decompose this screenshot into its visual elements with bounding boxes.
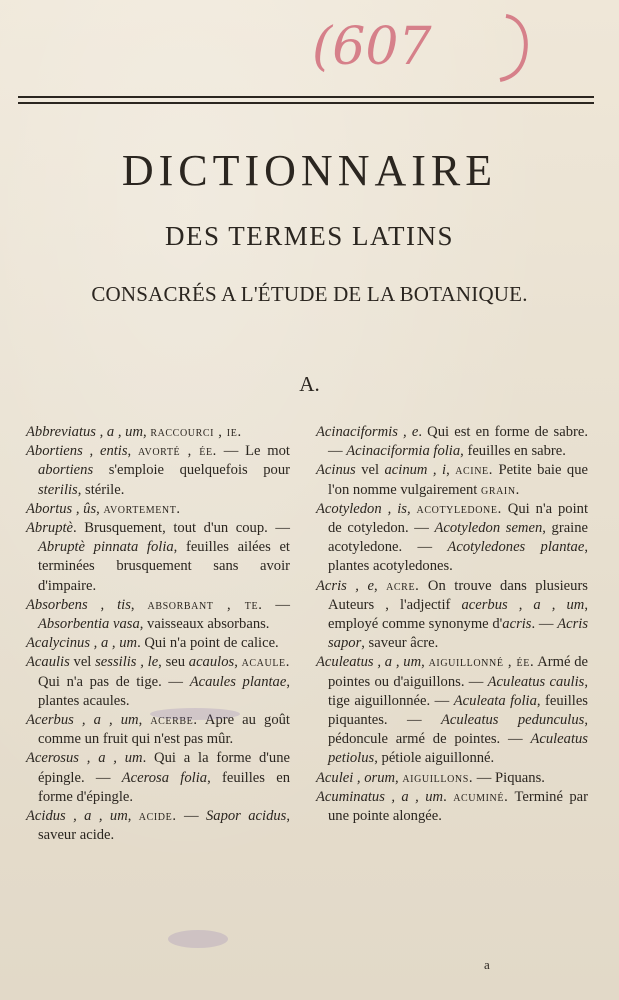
entry-text: , graine acotyledone. — <box>328 520 589 556</box>
entry-text: vel <box>355 462 385 479</box>
entry-text: , saveur âcre. <box>361 635 439 652</box>
entry-text: , saveur acide. <box>38 808 291 844</box>
entry-headword: Abbreviatus , a , um <box>26 424 144 440</box>
dictionary-entry <box>316 461 588 499</box>
entry-headword: Acuminatus , a , um <box>316 788 444 805</box>
ink-stain <box>168 930 228 948</box>
entry-text: , <box>373 577 387 594</box>
entry-text: Apre au goût comme un fruit qui n'est pas mûr. <box>38 712 290 748</box>
entry-text: . Qui n'a point de calice. <box>137 635 279 652</box>
entry-text: , employé comme synonyme d' <box>328 596 588 633</box>
entry-text: Terminé par une pointe alongée. <box>328 788 588 825</box>
entry-example: Aculeatus petiolus <box>328 731 588 767</box>
entry-translation: acaule. <box>241 654 290 671</box>
entry-example: sessilis , le <box>95 654 159 671</box>
entry-text: , plantes acotyledones. <box>328 539 588 575</box>
dictionary-entry <box>26 807 290 845</box>
entry-headword: Acaulis <box>26 654 70 671</box>
entry-text: , seu <box>158 654 189 671</box>
entry-text: , <box>421 654 429 671</box>
entry-translation: avortement. <box>103 500 181 517</box>
dictionary-entry <box>26 749 290 807</box>
entry-text: Qui n'a pas de tige. — <box>38 673 190 690</box>
entry-text: , vaisseaux absorbans. <box>139 616 270 633</box>
entry-example: Abruptè pinnata folia <box>38 539 174 556</box>
entry-text: , <box>446 462 456 479</box>
dictionary-entry <box>26 596 290 634</box>
entry-text: , <box>127 808 139 825</box>
entry-headword: Acerbus , a , um <box>26 712 139 729</box>
left-column <box>26 423 290 845</box>
entry-text: , <box>96 500 104 517</box>
dictionary-entry <box>316 577 588 654</box>
entry-headword: Acalycinus , a , um <box>26 635 138 652</box>
entry-translation: acine. <box>455 462 493 479</box>
entry-text: , <box>127 443 138 460</box>
entry-example: Aculeatus pedunculus <box>440 712 585 729</box>
entry-text: vel <box>69 654 96 671</box>
entry-translation: aiguillonné , ée. <box>428 654 535 671</box>
dictionary-entry <box>316 423 588 461</box>
entry-text: — <box>262 596 290 613</box>
entry-headword: Aculei , orum <box>316 769 396 786</box>
entry-translation: raccourci , ie. <box>150 424 242 440</box>
entry-translation: acre. <box>386 577 420 594</box>
entry-text: , <box>143 424 151 440</box>
entry-text: — Piquans. <box>473 769 545 786</box>
dictionary-entry <box>26 634 290 653</box>
entry-text: , plantes acaules. <box>38 673 290 709</box>
dictionary-entry <box>26 423 290 442</box>
entry-example: acaulos <box>188 654 235 671</box>
entry-translation: absorbant , te. <box>147 596 263 613</box>
entry-example: Aculeatus caulis <box>487 673 585 690</box>
library-stamp <box>310 6 540 84</box>
entry-text: , <box>138 712 151 729</box>
page-title: DICTIONNAIRE <box>121 146 498 195</box>
entry-headword: Aculeatus , a , um <box>316 654 422 671</box>
entry-text: Qui n'a point de cotyledon. — <box>328 500 588 537</box>
entry-headword: Acidus , a , um <box>26 808 128 825</box>
entry-text: , <box>130 596 148 613</box>
entry-text: , feuilles ailées et terminées brusquement sans avoir d'impaire. <box>38 539 290 594</box>
dictionary-entry <box>316 653 588 768</box>
entry-headword: Abruptè <box>26 520 74 537</box>
dictionary-entry <box>316 769 588 788</box>
entry-example: acinum , i <box>384 462 447 479</box>
ink-stain <box>150 708 240 720</box>
entry-text: , <box>395 769 403 786</box>
entry-text: — Le mot <box>216 443 290 460</box>
entry-translation: grain. <box>481 481 520 498</box>
entry-example: Acris sapor <box>328 616 588 652</box>
signature-mark: a <box>484 957 490 972</box>
entry-example: Aculeata folia <box>453 692 537 709</box>
entry-text: , feuilles en forme d'épingle. <box>38 769 290 805</box>
dictionary-entry <box>26 653 290 711</box>
entry-example: Acotyledones plantae <box>447 539 585 556</box>
entry-translation: avorté , ée. <box>137 443 217 460</box>
entry-example: Acotyledon semen <box>434 520 543 537</box>
entry-text: , <box>234 654 242 671</box>
entry-headword: Acris , e <box>316 577 374 594</box>
entry-translation: aiguillons. <box>402 769 474 786</box>
entry-headword: Acinus <box>316 462 356 479</box>
entry-text: , feuilles en sabre. <box>460 443 566 460</box>
entry-headword: Acotyledon , is <box>316 500 407 517</box>
dictionary-entry <box>26 442 290 500</box>
header-double-rule <box>18 96 594 104</box>
entry-translation: acide. <box>138 808 177 825</box>
entry-text: — <box>176 808 206 825</box>
section-letter: A. <box>299 372 320 396</box>
entry-text: On trouve dans plusieurs Auteurs , l'adjectif <box>328 577 588 613</box>
entry-headword: Absorbens , tis <box>26 596 131 613</box>
entry-text: Petite baie que l'on nomme vulgairement <box>328 462 588 498</box>
entry-headword: Abortus , ûs <box>26 500 97 517</box>
entry-text: . Qui est en forme de sabre. — <box>328 424 588 460</box>
entry-text: , stérile. <box>77 481 125 498</box>
entry-example: acerbus , a , um <box>461 596 585 613</box>
dictionary-entry <box>26 500 290 519</box>
entry-text: s'emploie quelquefois pour <box>93 462 290 479</box>
entry-translation: acerbe. <box>150 712 198 729</box>
entry-headword: Acinaciformis , e <box>316 424 419 440</box>
entry-text: , pétiole aiguillonné. <box>374 750 495 767</box>
entry-example: Acaules plantae <box>189 673 287 690</box>
entry-text: . Qui a la forme d'une épingle. — <box>38 750 290 786</box>
entry-headword: Abortiens , entis <box>26 443 128 460</box>
dictionary-entry <box>26 519 290 596</box>
right-column <box>316 423 588 826</box>
page-subtitle: DES TERMES LATINS <box>164 221 455 251</box>
entry-text: . <box>443 788 454 805</box>
entry-headword: Acerosus , a , um <box>26 750 143 767</box>
entry-example: Acinaciformia folia <box>346 443 461 460</box>
entry-example: Sapor acidus <box>205 808 287 825</box>
entry-text: , <box>406 500 417 517</box>
entry-text: , pédoncule armé de pointes. — <box>328 712 588 748</box>
entry-text: . — <box>531 616 558 633</box>
dictionary-entry <box>316 788 588 826</box>
entry-example: Absorbentia vasa <box>38 616 140 633</box>
stamp-number: (607 <box>312 17 432 77</box>
entry-example: acris <box>502 616 532 633</box>
entry-example: sterilis <box>38 481 78 498</box>
dictionary-entry <box>316 500 588 577</box>
entry-translation: acotyledone. <box>416 500 502 517</box>
entry-text: . Brusquement, tout d'un coup. — <box>73 520 290 537</box>
entry-text: Armé de pointes ou d'aiguillons. — <box>328 654 589 690</box>
entry-example: abortiens <box>38 462 94 479</box>
entry-translation: acuminé. <box>453 788 509 805</box>
entry-text: , feuilles piquantes. — <box>328 692 588 729</box>
entry-example: Acerosa folia <box>121 769 208 786</box>
entry-text: , tige aiguillonnée. — <box>328 673 588 709</box>
page-subtitle-secondary: CONSACRÉS A L'ÉTUDE DE LA BOTANIQUE. <box>91 282 528 306</box>
